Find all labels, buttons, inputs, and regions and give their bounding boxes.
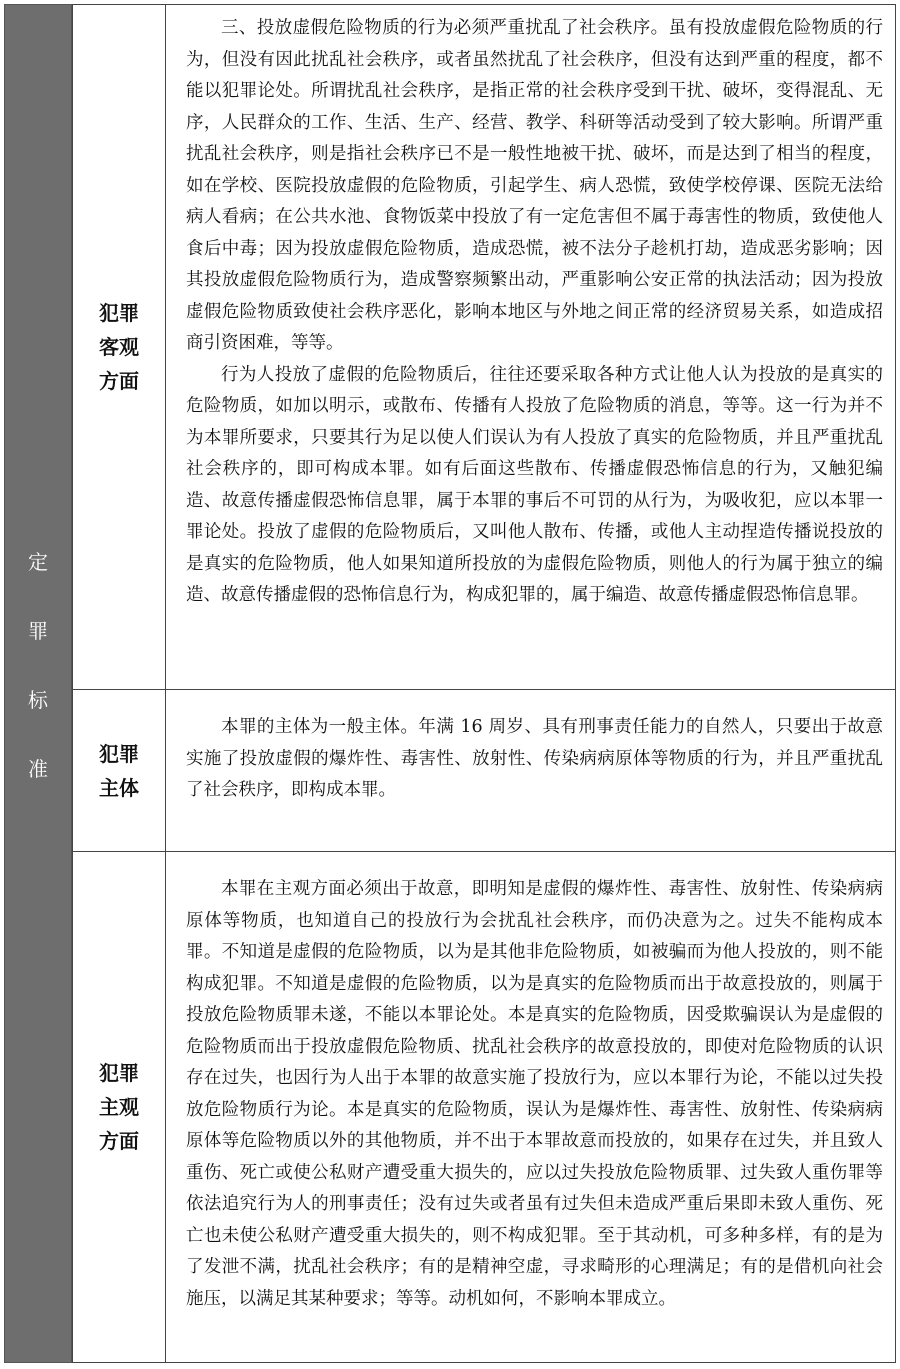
side-label-char: 罪 — [28, 619, 48, 643]
paragraph: 本罪的主体为一般主体。年满 16 周岁、具有刑事责任能力的自然人，只要出于故意实施了投放虚假的爆炸性、毒害性、放射性、传染病病原体等物质的行为，并且严重扰乱了社会秩序，即构成本罪。 — [186, 717, 883, 800]
row-header-label: 犯罪主观方面 — [99, 1061, 139, 1153]
row-header-label: 犯罪客观方面 — [99, 301, 139, 393]
side-label-char: 标 — [28, 688, 48, 712]
row-header-cell — [73, 690, 166, 851]
side-label-char: 准 — [28, 757, 48, 781]
side-label-char: 定 — [28, 550, 48, 574]
table-row-subjective — [73, 851, 895, 1362]
row-header-cell — [73, 852, 166, 1362]
table-row-objective — [73, 5, 895, 689]
row-content-cell — [166, 852, 895, 1362]
paragraph: 行为人投放了虚假的危险物质后，往往还要采取各种方式让他人认为投放的是真实的危险物质，如加以明示，或散布、传播有人投放了危险物质的消息，等等。这一行为并不为本罪所要求，只要其行为足以使人们误认为有人投放了真实的危险物质，并且严重扰乱社会秩序的，即可构成本罪。如有后面这些散布、传播虚假恐怖信息的行为，又触犯编造、故意传播虚假恐怖信息罪，属于本罪的事后不可罚的从行为，为吸收犯，应以本罪一罪论处。投放了虚假的危险物质后，又叫他人散布、传播，或他人主动捏造传播说投放的是真实的危险物质，他人如果知道所投放的为虚假危险物质，则他人的行为属于独立的编造、故意传播虚假的恐怖信息行为，构成犯罪的，属于编造、故意传播虚假恐怖信息罪。 — [186, 364, 883, 605]
paragraph: 本罪在主观方面必须出于故意，即明知是虚假的爆炸性、毒害性、放射性、传染病病原体等物质，也知道自己的投放行为会扰乱社会秩序，而仍决意为之。过失不能构成本罪。不知道是虚假的危险物质，以为是其他非危险物质，如被骗而为他人投放的，则不能构成犯罪。不知道是虚假的危险物质，以为是真实的危险物质而出于故意投放的，则属于投放危险物质罪未遂，不能以本罪论处。本是真实的危险物质，因受欺骗误认为是虚假的危险物质而出于投放虚假危险物质、扰乱社会秩序的故意投放的，即使对危险物质的认识存在过失，也因行为人出于本罪的故意实施了投放行为，应以本罪行为论，不能以过失投放危险物质行为论。本是真实的危险物质，误认为是爆炸性、毒害性、放射性、传染病病原体等危险物质以外的其他物质，并不出于本罪故意而投放的，如果存在过失，并且致人重伤、死亡或使公私财产遭受重大损失的，应以过失投放危险物质罪、过失致人重伤罪等依法追究行为人的刑事责任；没有过失或者虽有过失但未造成严重后果即未致人重伤、死亡也未使公私财产遭受重大损失的，则不构成犯罪。至于其动机，可多种多样，有的是为了发泄不满，扰乱社会秩序；有的是精神空虚，寻求畸形的心理满足；有的是借机向社会施压，以满足其某种要求；等等。动机如何，不影响本罪成立。 — [186, 879, 883, 1309]
criteria-table — [72, 4, 896, 1363]
row-header-cell — [73, 5, 166, 689]
table-row-subject — [73, 689, 895, 851]
row-content-cell — [166, 5, 895, 689]
row-header-label: 犯罪主体 — [99, 741, 139, 800]
row-content-cell — [166, 690, 895, 851]
paragraph: 三、投放虚假危险物质的行为必须严重扰乱了社会秩序。虽有投放虚假危险物质的行为，但没有因此扰乱社会秩序，或者虽然扰乱了社会秩序，但没有达到严重的程度，都不能以犯罪论处。所谓扰乱社会秩序，是指正常的社会秩序受到干扰、破坏，变得混乱、无序，人民群众的工作、生活、生产、经营、教学、科研等活动受到了较大影响。所谓严重扰乱社会秩序，则是指社会秩序已不是一般性地被干扰、破坏，而是达到了相当的程度，如在学校、医院投放虚假的危险物质，引起学生、病人恐慌，致使学校停课、医院无法给病人看病；在公共水池、食物饭菜中投放了有一定危害但不属于毒害性的物质，致使他人食后中毒；因为投放虚假危险物质，造成恐慌，被不法分子趁机打劫，造成恶劣影响；因其投放虚假危险物质行为，造成警察频繁出动，严重影响公安正常的执法活动；因为投放虚假危险物质致使社会秩序恶化，影响本地区与外地之间正常的经济贸易关系，如造成招商引资困难，等等。 — [186, 18, 883, 353]
side-category-column — [4, 4, 72, 1363]
